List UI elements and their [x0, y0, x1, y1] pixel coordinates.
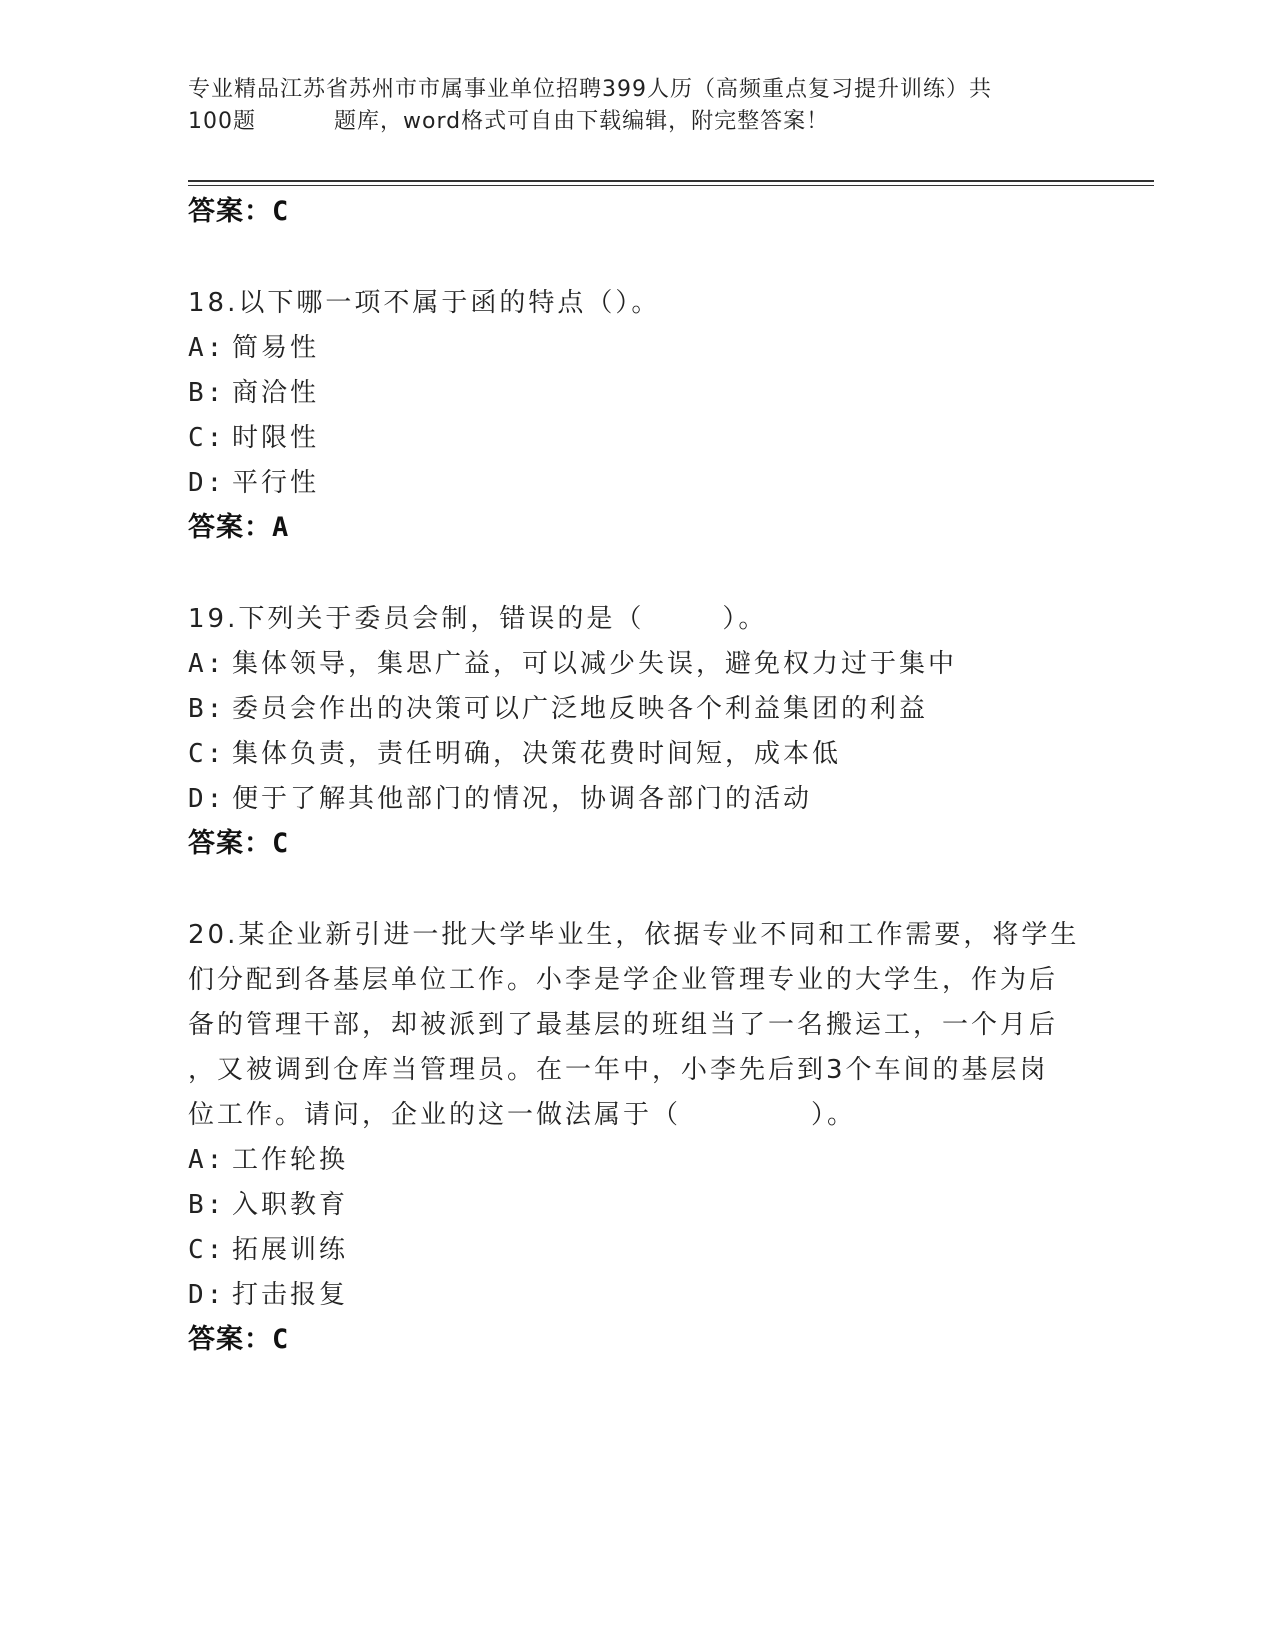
option-letter: B:: [188, 1190, 226, 1220]
question-18: [188, 281, 1088, 550]
option-letter: C:: [188, 1235, 226, 1265]
option-c: [188, 1228, 1088, 1273]
page-header: [188, 74, 1088, 138]
option-a: [188, 326, 1088, 371]
option-c: [188, 416, 1088, 461]
header-question-count: 100题: [188, 109, 256, 134]
answer-value: A: [272, 512, 290, 543]
option-b: [188, 371, 1088, 416]
question-19: [188, 597, 1088, 866]
option-letter: A:: [188, 1145, 226, 1175]
header-title-line1: 专业精品江苏省苏州市市属事业单位招聘399人历（高频重点复习提升训练）共: [188, 77, 992, 102]
option-d: [188, 1273, 1088, 1318]
answer-label: 答案：: [188, 196, 272, 227]
previous-answer: [188, 190, 1088, 234]
answer-value: C: [272, 828, 290, 859]
option-letter: C:: [188, 423, 226, 453]
option-text: 便于了解其他部门的情况，协调各部门的活动: [232, 784, 813, 814]
question-stem-line-4: ，又被调到仓库当管理员。在一年中，小李先后到3个车间的基层岗: [188, 1055, 1049, 1085]
stem-text: 位工作。请问，企业的这一做法属于（: [188, 1100, 682, 1130]
question-20: [188, 913, 1088, 1362]
answer-label: 答案：: [188, 512, 272, 543]
option-b: [188, 687, 1088, 732]
option-a: [188, 1138, 1088, 1183]
option-b: [188, 1183, 1088, 1228]
option-d: [188, 777, 1088, 822]
option-text: 打击报复: [232, 1280, 349, 1310]
answer-label: 答案：: [188, 828, 272, 859]
option-text: 平行性: [232, 468, 320, 498]
option-d: [188, 461, 1088, 506]
option-letter: D:: [188, 1280, 226, 1310]
option-text: 时限性: [232, 423, 320, 453]
header-subtitle: 题库，word格式可自由下载编辑，附完整答案！: [334, 109, 830, 134]
question-answer: [188, 1318, 1088, 1362]
header-rule-thin: [188, 185, 1154, 186]
question-stem-line-5: [188, 1093, 1088, 1138]
question-answer: [188, 506, 1088, 550]
stem-text-end: ）。: [722, 604, 768, 634]
question-answer: [188, 822, 1088, 866]
answer-value: C: [272, 196, 290, 227]
option-letter: C:: [188, 739, 226, 769]
option-text: 商洽性: [232, 378, 320, 408]
option-text: 入职教育: [232, 1190, 349, 1220]
question-stem: [188, 597, 1088, 642]
answer-value: C: [272, 1324, 290, 1355]
option-text: 简易性: [232, 333, 320, 363]
question-stem-line-2: 们分配到各基层单位工作。小李是学企业管理专业的大学生，作为后: [188, 965, 1059, 995]
option-letter: B:: [188, 378, 226, 408]
option-text: 集体领导，集思广益，可以减少失误，避免权力过于集中: [232, 649, 958, 679]
option-letter: A:: [188, 333, 226, 363]
answer-label: 答案：: [188, 1324, 272, 1355]
option-text: 拓展训练: [232, 1235, 349, 1265]
stem-text: 19.下列关于委员会制，错误的是（: [188, 604, 645, 634]
option-letter: D:: [188, 468, 226, 498]
question-stem-line-1: 20.某企业新引进一批大学毕业生，依据专业不同和工作需要，将学生: [188, 920, 1080, 950]
option-letter: D:: [188, 784, 226, 814]
header-title-line2: [188, 106, 1088, 138]
header-rule: [188, 180, 1154, 182]
option-text: 集体负责，责任明确，决策花费时间短，成本低: [232, 739, 842, 769]
question-stem-line-3: 备的管理干部，却被派到了最基层的班组当了一名搬运工，一个月后: [188, 1010, 1059, 1040]
option-a: [188, 642, 1088, 687]
question-list: [188, 190, 1088, 1362]
stem-text-end: ）。: [811, 1100, 857, 1130]
option-c: [188, 732, 1088, 777]
option-text: 委员会作出的决策可以广泛地反映各个利益集团的利益: [232, 694, 929, 724]
question-stem: 18.以下哪一项不属于函的特点（）。: [188, 288, 661, 318]
option-letter: B:: [188, 694, 226, 724]
option-text: 工作轮换: [232, 1145, 349, 1175]
option-letter: A:: [188, 649, 226, 679]
